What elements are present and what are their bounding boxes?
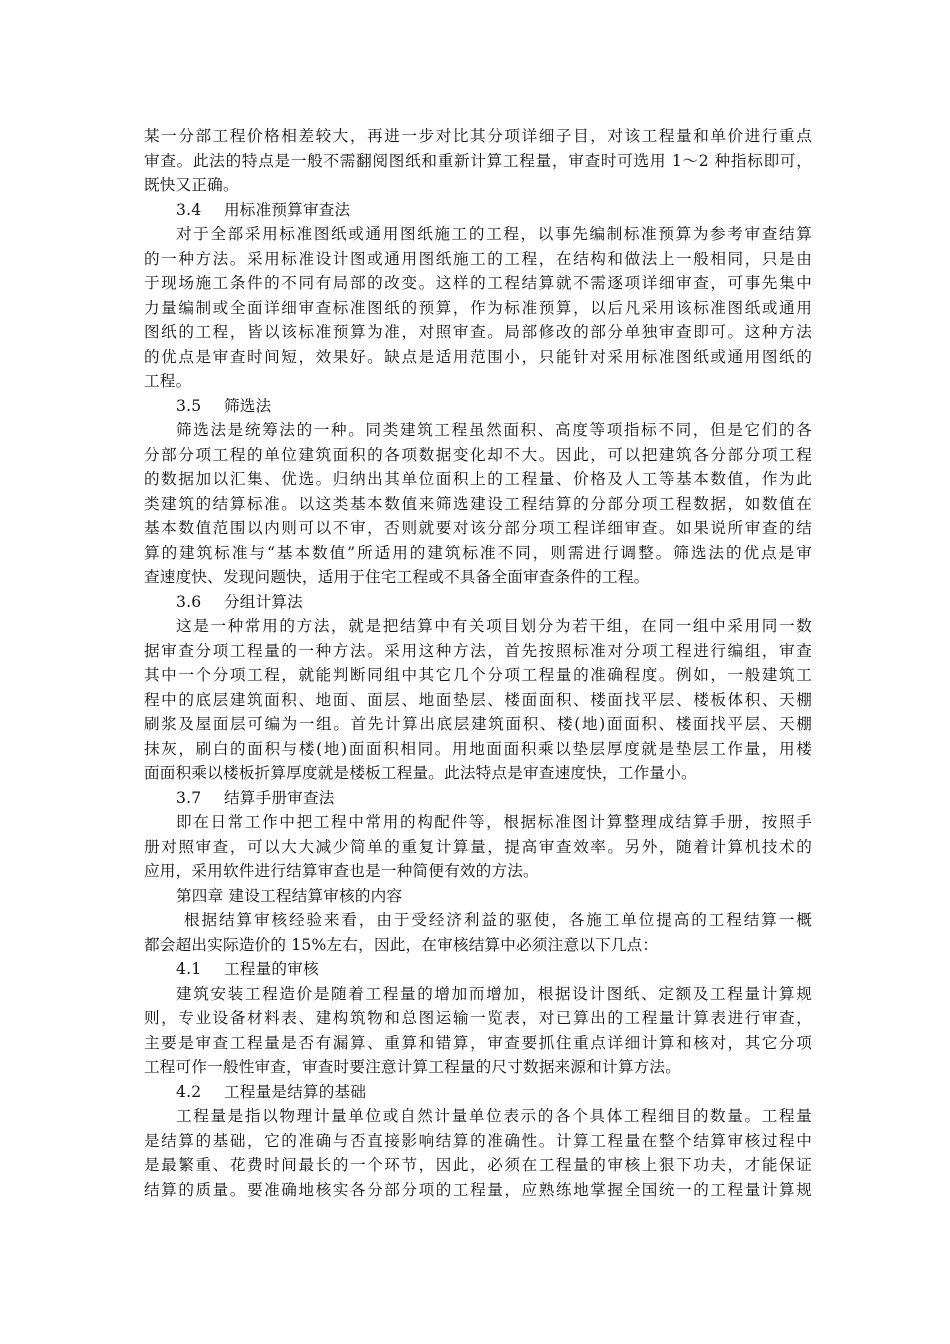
section-title: 结算手册审查法 (224, 788, 335, 807)
section-title: 工程量的审核 (224, 960, 319, 978)
text-line: 某一分部工程价格相差较大，再进一步对比其分项详细子目，对该工程量和单价进行重点 (144, 127, 812, 145)
paragraph-chapter-4-intro (144, 908, 812, 957)
paragraph-3-4 (144, 222, 812, 394)
section-number: 3.6 (176, 592, 202, 611)
text-line: 审查。此法的特点是一般不需翻阅图纸和重新计算工程量，审查时可选用 1～2 种指标即可， (144, 151, 812, 170)
paragraph-3-6 (144, 614, 812, 786)
text-line: 册对照审查，可以大大减少简单的重复计算量，提高审查效率。另外，随着计算机技术的 (144, 837, 812, 856)
text-line: 建筑安装工程造价是随着工程量的增加而增加，根据设计图纸、定额及工程量计算规 (176, 984, 812, 1003)
section-title: 筛选法 (224, 396, 272, 415)
text-line: 的数据加以汇集、优选。归纳出其单位面积上的工程量、价格及人工等基本数值，作为此 (144, 470, 812, 488)
document-page (144, 124, 812, 1202)
text-line: 既快又正确。 (144, 176, 239, 194)
section-heading-3-5 (144, 394, 812, 419)
text-line: 据审查分项工程量的一种方法。采用这种方法，首先按照标准对分项工程进行编组，审查 (144, 641, 812, 660)
paragraph-4-2 (144, 1104, 812, 1202)
text-line: 筛选法是统筹法的一种。同类建筑工程虽然面积、高度等项指标不同，但是它们的各 (176, 421, 812, 439)
text-line: 面面积乘以楼板折算厚度就是楼板工程量。此法特点是审查速度快，工作量小。 (144, 764, 697, 782)
section-heading-4-2 (144, 1080, 812, 1105)
text-line: 工程可作一般性审查，审查时要注意计算工程量的尺寸数据来源和计算方法。 (144, 1058, 681, 1076)
chapter-heading-4: 第四章 建设工程结算审核的内容 (176, 886, 403, 905)
paragraph-3-5 (144, 418, 812, 590)
section-title: 工程量是结算的基础 (224, 1082, 367, 1101)
text-line: 抹灰，刷白的面积与楼(地)面面积相同。用地面面积乘以垫层厚度就是垫层工作量，用楼 (144, 739, 812, 758)
section-number: 3.5 (176, 396, 202, 415)
text-line: 根据结算审核经验来看，由于受经济利益的驱使，各施工单位提高的工程结算一概 (184, 911, 812, 929)
text-line: 于现场施工条件的不同有局部的改变。这样的工程结算就不需逐项详细审查，可事先集中 (144, 274, 812, 292)
text-line: 的一种方法。采用标准设计图或通用图纸施工的工程，在结构和做法上一般相同，只是由 (144, 249, 812, 268)
text-line: 分部分项工程的单位建筑面积的各项数据变化却不大。因此，可以把建筑各分部分项工程 (144, 445, 812, 464)
section-heading-3-4 (144, 198, 812, 223)
text-line: 则，专业设备材料表、建构筑物和总图运输一览表，对已算出的工程量计算表进行审查， (144, 1009, 812, 1027)
text-line: 其中一个分项工程，就能判断同组中其它几个分项工程量的准确程度。例如，一般建筑工 (144, 666, 812, 684)
section-heading-3-7 (144, 786, 812, 811)
text-line: 即在日常工作中把工程中常用的构配件等，根据标准图计算整理成结算手册，按照手 (176, 813, 812, 831)
text-line: 程中的底层建筑面积、地面、面层、地面垫层、楼面面积、楼面找平层、楼板体积、天棚 (144, 690, 812, 709)
section-title: 分组计算法 (224, 592, 303, 611)
text-line: 图纸的工程，皆以该标准预算为准，对照审查。局部修改的部分单独审查即可。这种方法 (144, 323, 812, 341)
text-line: 的优点是审查时间短，效果好。缺点是适用范围小，只能针对采用标准图纸或通用图纸的 (144, 347, 812, 366)
paragraph-3-7 (144, 810, 812, 884)
section-heading-4-1 (144, 957, 812, 982)
text-line: 这是一种常用的方法，就是把结算中有关项目划分为若干组，在同一组中采用同一数 (176, 617, 812, 635)
text-line: 算的建筑标准与“基本数值”所适用的建筑标准不同，则需进行调整。筛选法的优点是审 (144, 543, 812, 562)
section-number: 4.1 (176, 960, 202, 978)
text-line: 刷浆及屋面层可编为一组。首先计算出底层建筑面积、楼(地)面面积、楼面找平层、天棚 (144, 715, 812, 733)
text-line: 类建筑的结算标准。以这类基本数值来筛选建设工程结算的分部分项工程数据，如数值在 (144, 494, 812, 513)
text-line: 应用，采用软件进行结算审查也是一种简便有效的方法。 (144, 862, 539, 880)
section-number: 3.7 (176, 788, 202, 807)
text-line: 工程量是指以物理计量单位或自然计量单位表示的各个具体工程细目的数量。工程量 (176, 1107, 812, 1125)
paragraph-4-1 (144, 982, 812, 1080)
paragraph-continued (144, 124, 812, 198)
text-line: 基本数值范围以内则可以不审，否则就要对该分部分项工程详细审查。如果说所审查的结 (144, 519, 812, 537)
section-number: 4.2 (176, 1082, 202, 1101)
text-line: 工程。 (144, 372, 192, 390)
text-line: 是最繁重、花费时间最长的一个环节，因此，必须在工程量的审核上狠下功夫，才能保证 (144, 1156, 812, 1174)
text-line: 力量编制或全面详细审查标准图纸的预算，作为标准预算，以后凡采用该标准图纸或通用 (144, 298, 812, 317)
text-line: 对于全部采用标准图纸或通用图纸施工的工程，以事先编制标准预算为参考审查结算 (176, 225, 812, 243)
text-line: 结算的质量。要准确地核实各分部分项的工程量，应熟练地掌握全国统一的工程量计算规 (144, 1180, 812, 1199)
section-title: 用标准预算审查法 (224, 200, 351, 219)
section-heading-3-6 (144, 590, 812, 615)
text-line: 都会超出实际造价的 15%左右，因此，在审核结算中必须注意以下几点： (144, 935, 659, 954)
text-line: 是结算的基础，它的准确与否直接影响结算的准确性。计算工程量在整个结算审核过程中 (144, 1131, 812, 1150)
text-line: 主要是审查工程量是否有漏算、重算和错算，审查要抓住重点详细计算和核对，其它分项 (144, 1033, 812, 1052)
section-number: 3.4 (176, 200, 202, 219)
text-line: 查速度快、发现问题快，适用于住宅工程或不具备全面审查条件的工程。 (144, 568, 650, 586)
